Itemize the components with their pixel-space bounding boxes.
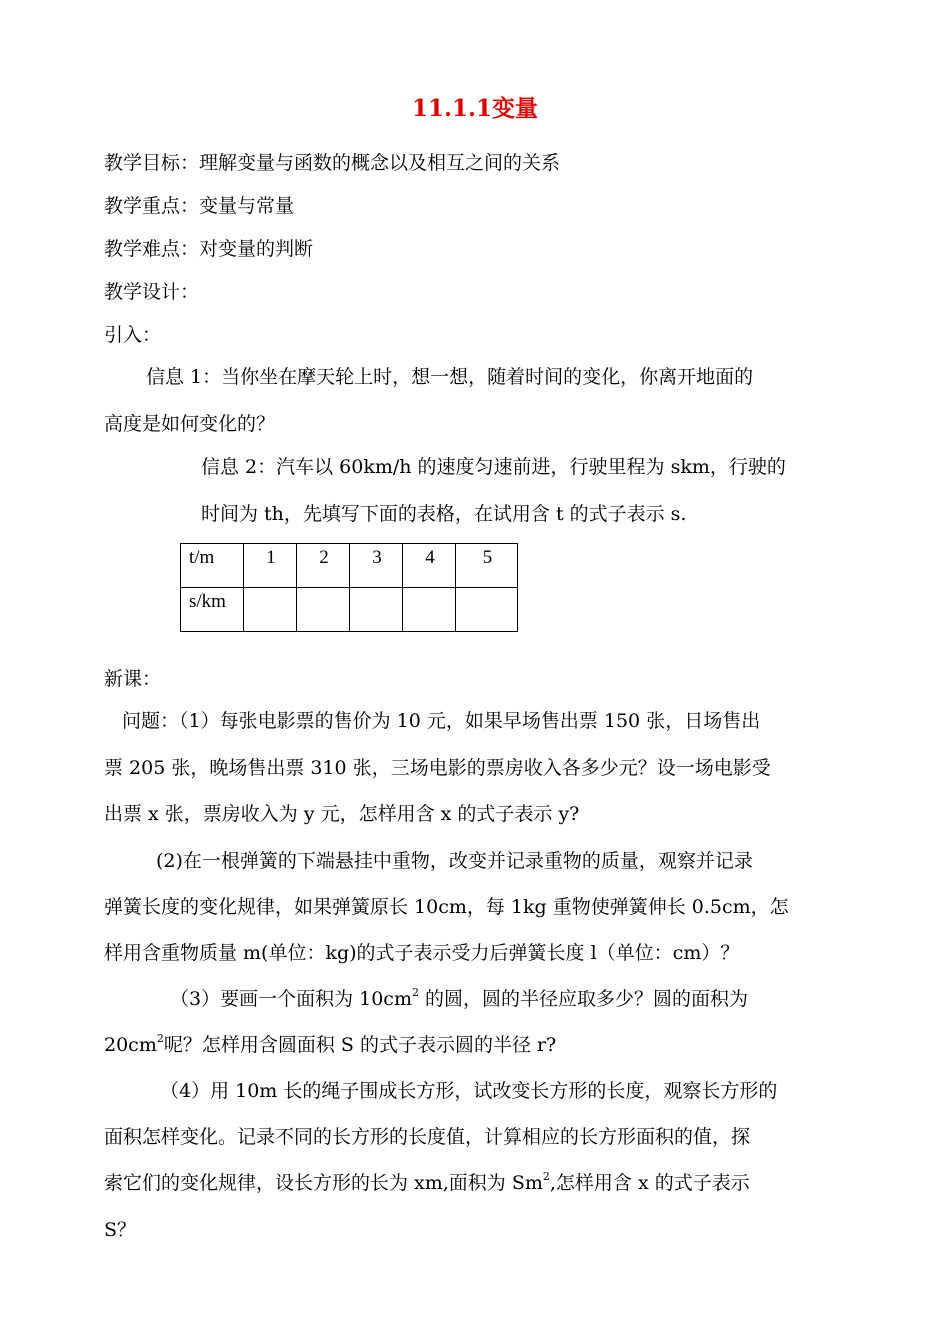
table-cell: 4 [403,544,456,588]
info1-line1: 信息 1：当你坐在摩天轮上时，想一想，随着时间的变化，你离开地面的 [146,366,754,388]
table-cell [403,588,456,632]
q4-line2: 面积怎样变化。记录不同的长方形的长度值，计算相应的长方形面积的值，探 [104,1126,751,1148]
table-header-cell: s/km [181,588,244,632]
superscript: 2 [542,1170,550,1183]
q1-line2: 票 205 张，晚场售出票 310 张，三场电影的票房收入各多少元？设一场电影受 [104,757,771,779]
q4-line3-text-end: ,怎样用含 x 的式子表示 [549,1172,750,1194]
q4-line3-text: 索它们的变化规律，设长方形的长为 xm,面积为 Sm [104,1172,543,1194]
teaching-goal: 教学目标：理解变量与函数的概念以及相互之间的关系 [104,152,561,174]
q2-line1: (2)在一根弹簧的下端悬挂中重物，改变并记录重物的质量，观察并记录 [156,850,753,872]
q2-line2: 弹簧长度的变化规律，如果弹簧原长 10cm，每 1kg 重物使弹簧伸长 0.5cm，怎 [104,896,789,918]
intro-heading: 引入： [104,324,162,346]
page-title: 11.1.1变量 [411,95,539,122]
table-cell [350,588,403,632]
table-cell: 1 [244,544,297,588]
fill-in-table [180,543,518,632]
table-cell [244,588,297,632]
table-cell [456,588,518,632]
q4-line3 [104,1170,750,1196]
q3-line1-text: （3）要画一个面积为 10cm [170,988,412,1010]
new-lesson-heading: 新课： [104,668,162,690]
info2-line2: 时间为 th，先填写下面的表格，在试用含 t 的式子表示 s. [201,503,687,525]
superscript: 2 [156,1032,164,1045]
table-header-cell: t/m [181,544,244,588]
info2-line1: 信息 2：汽车以 60km/h 的速度匀速前进，行驶里程为 skm，行驶的 [201,456,786,478]
teaching-design: 教学设计： [104,281,200,303]
q3-line1 [170,986,748,1012]
table-cell: 2 [297,544,350,588]
teaching-key-point: 教学重点：变量与常量 [104,195,295,217]
table-cell [297,588,350,632]
info1-line2: 高度是如何变化的？ [104,413,276,435]
teaching-difficulty: 教学难点：对变量的判断 [104,238,314,260]
q4-line1: （4）用 10m 长的绳子围成长方形，试改变长方形的长度，观察长方形的 [160,1080,778,1102]
q3-line2-text: 20cm [104,1034,157,1056]
q3-line2-text-end: 呢？怎样用含圆面积 S 的式子表示圆的半径 r? [163,1034,557,1056]
q2-line3: 样用含重物质量 m(单位：kg)的式子表示受力后弹簧长度 l（单位：cm）？ [104,942,740,964]
q3-line2 [104,1032,556,1058]
table-row [181,588,518,632]
q1-line3: 出票 x 张，票房收入为 y 元，怎样用含 x 的式子表示 y? [104,803,580,825]
q3-line1-text-end: 的圆，圆的半径应取多少？圆的面积为 [418,988,749,1010]
superscript: 2 [411,986,419,999]
q4-line4: S？ [104,1219,137,1241]
table-row [181,544,518,588]
table-cell: 5 [456,544,518,588]
q1-line1: 问题：（1）每张电影票的售价为 10 元，如果早场售出票 150 张，日场售出 [122,710,761,732]
table-cell: 3 [350,544,403,588]
